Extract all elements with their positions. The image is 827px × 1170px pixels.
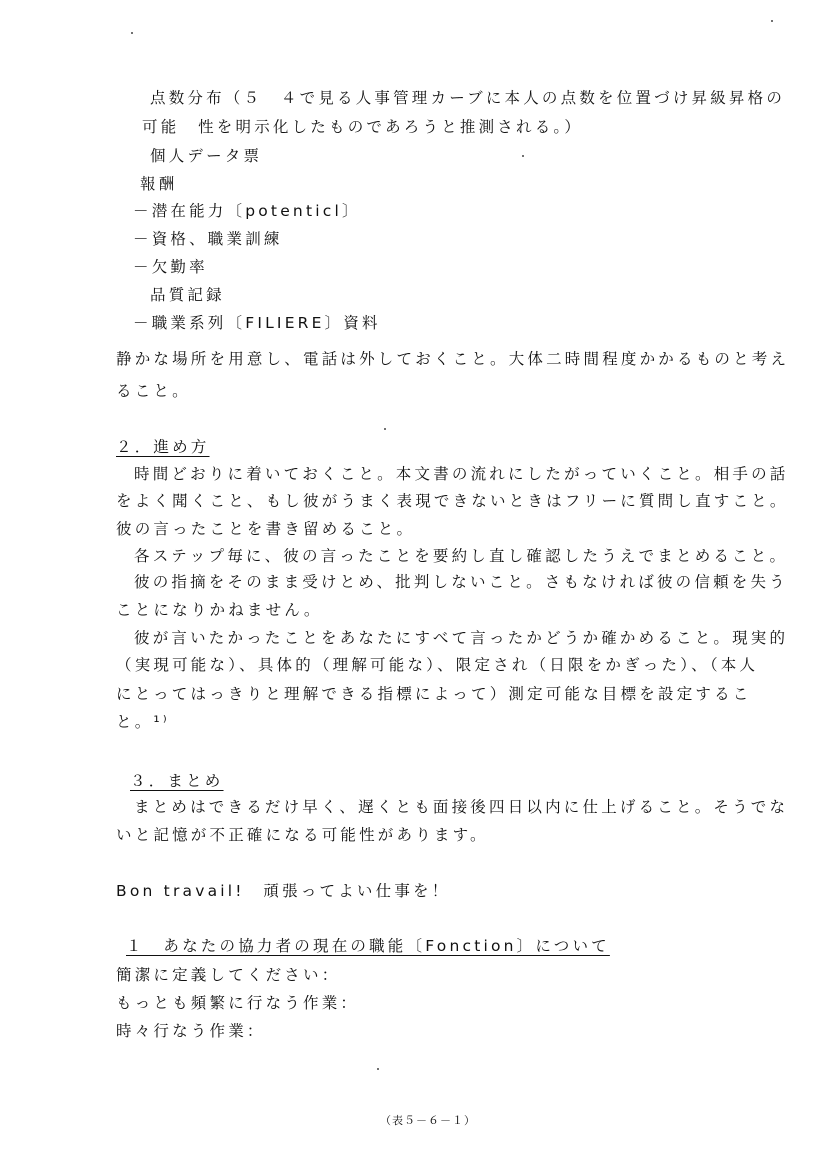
- section-2-line-9: にとってはっきりと理解できる指標によって）測定可能な目標を設定するこ: [116, 685, 752, 703]
- list-line-7: －欠勤率: [133, 258, 208, 276]
- intro-line-1: 静かな場所を用意し、電話は外しておくこと。大体二時間程度かかるものと考え: [116, 350, 790, 368]
- section-2-line-3: 彼の言ったことを書き留めること。: [116, 520, 416, 538]
- section-2-line-10: と。¹⁾: [116, 713, 170, 731]
- list-line-2: 可能 性を明示化したものであろうと推測される。）: [142, 118, 584, 136]
- section-2-line-6: ことになりかねません。: [116, 601, 323, 619]
- section-2-line-5: 彼の指摘をそのまま受けとめ、批判しないこと。さもなければ彼の信頼を失う: [134, 573, 788, 591]
- intro-line-2: ること。: [116, 382, 191, 400]
- list-line-8: 品質記録: [150, 286, 225, 304]
- section-2-line-8: （実現可能な）、具体的（理解可能な）、限定され（日限をかぎった）、（本人: [116, 656, 759, 674]
- list-line-1: 点数分布（５ ４で見る人事管理カーブに本人の点数を位置づけ昇級昇格の: [150, 89, 786, 107]
- section-2-heading: ２．進め方: [116, 438, 210, 456]
- scan-speck: [131, 32, 133, 34]
- section-3-line-1: まとめはできるだけ早く、遅くとも面接後四日以内に仕上げること。そうでな: [134, 798, 789, 816]
- section-2-line-7: 彼が言いたかったことをあなたにすべて言ったかどうか確かめること。現実的: [134, 629, 789, 647]
- scan-speck: [771, 20, 773, 22]
- scan-speck: [384, 428, 386, 430]
- closing-line: Bon travail! 頑張ってよい仕事を！: [116, 882, 451, 900]
- form-line-2: もっとも頻繁に行なう作業：: [116, 994, 360, 1012]
- section-2-line-2: をよく聞くこと、もし彼がうまく表現できないときはフリーに質問し直すこと。: [116, 492, 789, 510]
- form-line-1: 簡潔に定義してください：: [116, 966, 341, 984]
- list-line-9: －職業系列〔FILIERE〕資料: [133, 314, 381, 332]
- page-footer: （表５－６－１）: [380, 1114, 476, 1127]
- section-3-line-2: いと記憶が不正確になる可能性があります。: [116, 826, 489, 844]
- scan-speck: [522, 155, 524, 157]
- scan-speck: [377, 1068, 379, 1070]
- list-line-6: －資格、職業訓練: [133, 230, 283, 248]
- section-2-line-1: 時間どおりに着いておくこと。本文書の流れにしたがっていくこと。相手の話: [134, 465, 789, 483]
- section-3-heading: ３．まとめ: [130, 772, 224, 790]
- section-2-line-4: 各ステップ毎に、彼の言ったことを要約し直し確認したうえでまとめること。: [134, 547, 789, 565]
- form-line-3: 時々行なう作業：: [116, 1022, 266, 1040]
- list-line-3: 個人データ票: [150, 147, 263, 165]
- list-line-5: －潜在能力〔potenticl〕: [133, 202, 361, 220]
- form-section-heading: １ あなたの協力者の現在の職能〔Fonction〕について: [126, 937, 610, 955]
- list-line-4: 報酬: [140, 175, 178, 193]
